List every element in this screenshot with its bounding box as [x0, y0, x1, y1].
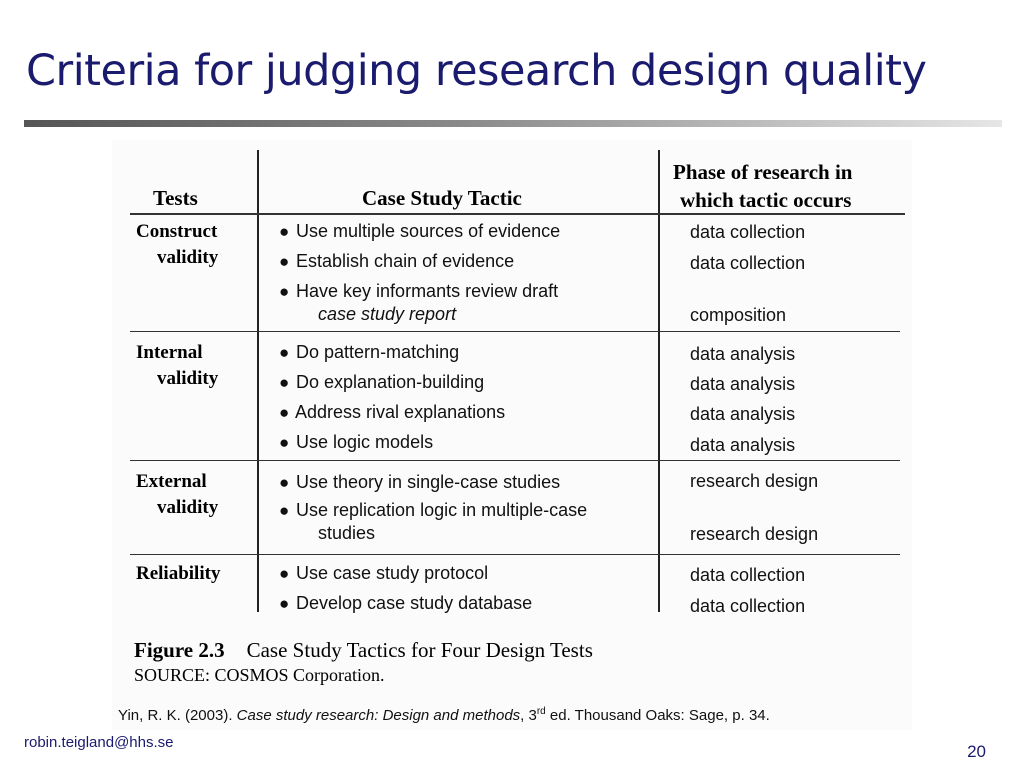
- header-tests: Tests: [153, 186, 198, 210]
- table-rule-1: [130, 331, 900, 332]
- test-label-line2: validity: [157, 497, 219, 518]
- bullet-icon: ●: [279, 403, 290, 422]
- tactic-continuation: case study report: [318, 304, 457, 324]
- test-reliability: [136, 561, 220, 587]
- phase-value: composition: [690, 305, 787, 325]
- footer-email: robin.teigland@hhs.se: [24, 734, 174, 751]
- bullet-icon: ●: [279, 343, 290, 362]
- bullet-icon: ●: [279, 594, 290, 613]
- tactic-item: [279, 593, 532, 614]
- tactic-text: Use logic models: [296, 432, 434, 452]
- test-external-validity: [136, 469, 218, 521]
- phase-value: data analysis: [690, 344, 796, 364]
- phase-value: data collection: [690, 565, 806, 585]
- figure-caption-text: Case Study Tactics for Four Design Tests: [246, 638, 593, 662]
- table-rule-3: [130, 554, 900, 555]
- table-header-rule: [130, 213, 905, 215]
- page-number: 20: [967, 742, 986, 761]
- title-underline: [24, 120, 1002, 127]
- tactic-item: [279, 563, 488, 584]
- citation-edition-suffix: rd: [536, 706, 546, 717]
- tactic-item: [279, 432, 433, 453]
- tactic-text: Use case study protocol: [296, 563, 489, 583]
- tactic-item: [279, 500, 587, 521]
- citation-prefix: Yin, R. K. (2003).: [118, 707, 237, 724]
- citation-edition: , 3: [520, 707, 537, 724]
- header-phase-line1: Phase of research in: [673, 160, 853, 184]
- bullet-icon: ●: [279, 564, 290, 583]
- phase-value: data collection: [690, 222, 806, 242]
- tactic-text: Do pattern-matching: [296, 342, 460, 362]
- phase-value: research design: [690, 524, 819, 544]
- test-label-line1: Reliability: [136, 563, 221, 584]
- bullet-icon: ●: [279, 433, 290, 452]
- bullet-icon: ●: [279, 473, 290, 492]
- tactic-text: Use multiple sources of evidence: [296, 221, 561, 241]
- test-internal-validity: [136, 340, 218, 392]
- test-label-line1: External: [136, 471, 207, 492]
- figure-caption: [134, 638, 593, 663]
- tactic-text: Do explanation-building: [296, 372, 485, 392]
- header-phase-line2: which tactic occurs: [680, 188, 852, 212]
- tactic-text: Develop case study database: [296, 593, 533, 613]
- tactic-item: [279, 372, 484, 393]
- bullet-icon: ●: [279, 373, 290, 392]
- tactic-item: [279, 221, 560, 242]
- tactic-text: Use theory in single-case studies: [296, 472, 561, 492]
- test-construct-validity: [136, 219, 218, 271]
- figure-source: SOURCE: COSMOS Corporation.: [134, 665, 385, 685]
- tactic-item: [279, 472, 560, 493]
- table-rule-2: [130, 460, 900, 461]
- phase-value: data collection: [690, 253, 806, 273]
- test-label-line2: validity: [157, 247, 219, 268]
- tactic-text: Establish chain of evidence: [296, 251, 515, 271]
- bullet-icon: ●: [279, 252, 290, 271]
- table-divider-right: [658, 150, 660, 612]
- tactic-text: Have key informants review draft: [296, 281, 559, 301]
- tactic-text: Use replication logic in multiple-case: [296, 500, 588, 520]
- tactic-continuation: studies: [318, 523, 376, 543]
- table-divider-left: [257, 150, 259, 612]
- citation-book-title: Case study research: Design and methods: [236, 707, 521, 724]
- bullet-icon: ●: [279, 501, 290, 520]
- figure-number: Figure 2.3: [134, 638, 225, 662]
- phase-value: data collection: [690, 596, 806, 616]
- tactic-item: [279, 342, 459, 363]
- phase-value: data analysis: [690, 435, 796, 455]
- slide-title: Criteria for judging research design quality: [26, 46, 927, 96]
- phase-value: research design: [690, 471, 819, 491]
- test-label-line2: validity: [157, 368, 219, 389]
- bullet-icon: ●: [279, 282, 290, 301]
- tactic-item: [279, 402, 505, 423]
- bullet-icon: ●: [279, 222, 290, 241]
- tactic-item: [279, 281, 558, 302]
- test-label-line1: Construct: [136, 221, 218, 242]
- tactic-item: [279, 251, 514, 272]
- phase-value: data analysis: [690, 374, 796, 394]
- citation: [118, 706, 770, 724]
- header-tactic: Case Study Tactic: [362, 186, 522, 210]
- citation-suffix: ed. Thousand Oaks: Sage, p. 34.: [545, 707, 770, 724]
- phase-value: data analysis: [690, 404, 796, 424]
- tactic-text: Address rival explanations: [295, 402, 506, 422]
- test-label-line1: Internal: [136, 342, 203, 363]
